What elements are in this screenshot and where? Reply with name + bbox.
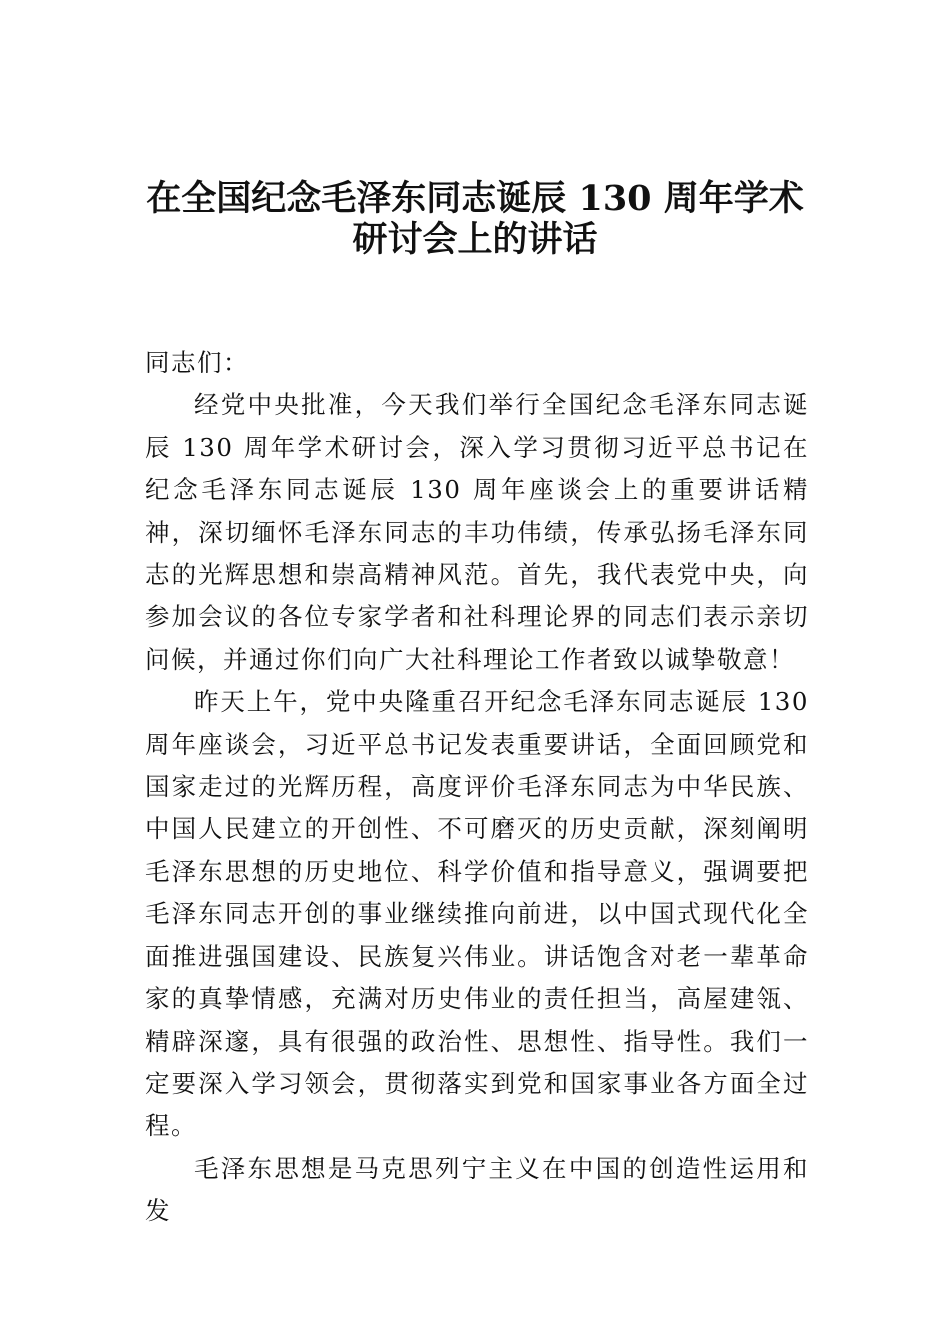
document-title-line-2: 研讨会上的讲话 [352, 219, 598, 260]
paragraph-1: 经党中央批准，今天我们举行全国纪念毛泽东同志诞辰 130 周年学术研讨会，深入学习贯彻习近平总书记在纪念毛泽东同志诞辰 130 周年座谈会上的重要讲话精神，深切缅怀毛泽东同志的丰功伟绩，传承弘扬毛泽东同志的光辉思想和崇高精神风范。首先，我代表党中央，向参加会议的各位专家学者和社科理论界的同志们表示亲切问候，并通过你们向广大社科理论工作者致以诚挚敬意！ [145, 390, 809, 674]
document-title-line-1: 在全国纪念毛泽东同志诞辰 130 周年学术 [146, 178, 804, 219]
salutation: 同志们： [145, 348, 249, 377]
paragraph-2: 昨天上午，党中央隆重召开纪念毛泽东同志诞辰 130 周年座谈会，习近平总书记发表重要讲话，全面回顾党和国家走过的光辉历程，高度评价毛泽东同志为中华民族、中国人民建立的开创性、不可磨灭的历史贡献，深刻阐明毛泽东思想的历史地位、科学价值和指导意义，强调要把毛泽东同志开创的事业继续推向前进，以中国式现代化全面推进强国建设、民族复兴伟业。讲话饱含对老一辈革命家的真挚情感，充满对历史伟业的责任担当，高屋建瓴、精辟深邃，具有很强的政治性、思想性、指导性。我们一定要深入学习领会，贯彻落实到党和国家事业各方面全过程。 [145, 687, 809, 1141]
document-body [145, 342, 809, 1233]
paragraph-3: 毛泽东思想是马克思列宁主义在中国的创造性运用和发 [145, 1153, 809, 1226]
